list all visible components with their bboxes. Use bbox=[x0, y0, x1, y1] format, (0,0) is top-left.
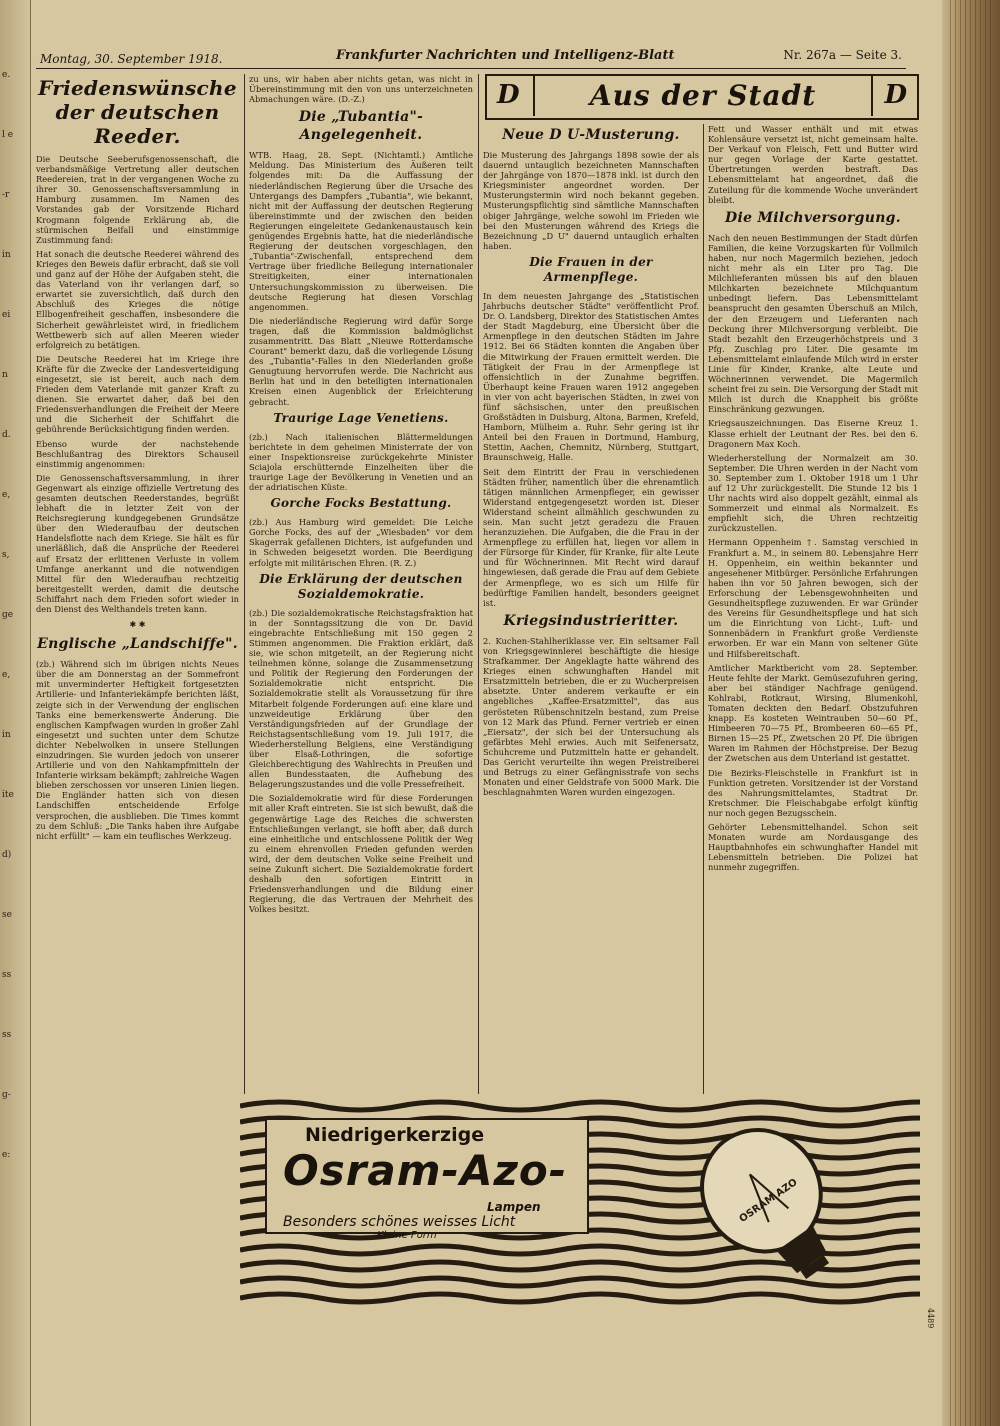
article-paragraph: Hat sonach die deutsche Reederei während des Krieges den Beweis dafür erbracht, daß sie voll und ganz auf der Höhe der Aufgaben steht, die das Vaterland von ihr verlangen darf, so erwartet sie zuversichtlich, daß durch den Abschluß des Krieges die nötige Ellbogenfreiheit geschaffen, insbesondere die Sicherheit gewährleistet wird, in friedlichem Wettbewerb sich auf allen Meeren wieder erfolgreich zu betätigen. bbox=[36, 248, 239, 350]
section-divider: ✱ ✱ bbox=[129, 620, 146, 630]
article-paragraph: (zb.) Während sich im übrigen nichts Neues über die am Donnerstag an der Sommefront mit unverminderter Heftigkeit fortgesetzten Artillerie- und Infanteriekämpfe berichten läßt, zeigte sich in der Verwendung der englischen Tanks eine bemerkenswerte Änderung. Die englischen Kampfwagen wurden in großer Zahl eingesetzt und suchten unter dem Schutze dichter Nebelwolken in unsere Stellungen einzudringen. Sie wurden jedoch von unserer Artillerie und von den Nahkampfmitteln der Infanterie wirksam bekämpft; zahlreiche Wagen blieben zerschossen vor unseren Linien liegen. Die Engländer hatten sich von diesen Landschiffen entscheidende Erfolge versprochen, die ausblieben. Die Times kommt zu dem Schluß: „Die Tanks haben ihre Aufgabe nicht erfüllt" — kam ein teuflisches Werkzeug. bbox=[36, 659, 239, 841]
edge-text-fragment: n bbox=[2, 370, 8, 380]
edge-text-fragment: in bbox=[2, 730, 11, 740]
headline-venetien: Traurige Lage Venetiens. bbox=[273, 410, 449, 425]
article-paragraph: WTB. Haag, 28. Sept. (Nichtamtl.) Amtliche Meldung. Das Ministerium des Äußeren teilt folgendes mit: Da die Auffassung der niederländischen Regierung über die Ursache des Untergangs des Dampfers „Tubantia", wie bekannt, nicht mit der Auffassung der deutschen Regierung übereinstimmte und der zwischen den beiden Regierungen eingeleitete Gedankenaustausch kein genügendes Ergebnis hatte, hat die niederländische Regierung der deutschen vorgeschlagen, den „Tubantia"-Zwischenfall, entsprechend dem Vertrage über friedliche Beilegung internationaler Streitigkeiten, einer internationalen Untersuchungskommission zu überweisen. Die deutsche Regierung hat diesen Vorschlag angenommen. bbox=[249, 150, 473, 312]
masthead: Frankfurter Nachrichten und Intelligenz-Blatt bbox=[336, 48, 675, 63]
article-paragraph: Die niederländische Regierung wird dafür Sorge tragen, daß die Kommission baldmöglichst zusammentritt. Das Blatt „Nieuwe Rotterdamsche Courant" bemerkt dazu, daß die vorliegende Lösung des „Tubantia"-Falles in den Niederlanden große Genugtuung hervorrufen werde. Die Nachricht aus Berlin hat und in den beteiligten internationalen Kreisen einen Augenblick der Erleichterung gebracht. bbox=[249, 315, 473, 407]
article-paragraph: Fett und Wasser enthält und mit etwas Kohlensäure versetzt ist, nicht gemeinsam halte. Der Verkauf von Fleisch, Fett und Butter wird nur gegen Vorlage der Karte gestattet. Übertretungen werden bestraft. Das Lebensmittelamt hat angeordnet, daß die Zuteilung für die kommende Woche unverändert bleibt. bbox=[708, 124, 918, 205]
previous-page-edge bbox=[0, 0, 31, 1426]
article-paragraph: (zb.) Nach italienischen Blättermeldungen berichtete in dem geheimen Ministerrate der von einer Inspektionsreise zurückgekehrte Minister Sciajola erschütternde Einzelheiten über die traurige Lage der Bevölkerung in Venetien und an der adriatischen Küste. bbox=[249, 431, 473, 493]
article-paragraph: Die Bezirks-Fleischstelle in Frankfurt ist in Funktion getreten. Vorsitzender ist der Vorstand des Nahrungsmittelamtes, Stadtrat Dr. Kretschmer. Die Fleischabgabe erfolgt künftig nur noch gegen Bezugsschein. bbox=[708, 767, 918, 818]
ornament-left: D bbox=[497, 80, 520, 110]
section-title: Aus der Stadt bbox=[589, 78, 817, 112]
column-4 bbox=[708, 124, 918, 876]
margin-code: 4489 bbox=[926, 1308, 935, 1329]
edge-text-fragment: ite bbox=[2, 790, 14, 800]
article-paragraph: Die Deutsche Seeberufsgenossenschaft, die verbandsmäßige Vertretung aller deutschen Reedereien, trat in der vergangenen Woche zu ihrer 30. Genossenschaftsversammlung in Hamburg zusammen. Im Namen des Vorstandes gab der Vorsitzende Richard Krogmann folgende Erklärung ab, die stürmischen Beifall und einstimmige Zustimmung fand: bbox=[36, 154, 239, 245]
headline-gorch-fock: Gorche Focks Bestattung. bbox=[270, 496, 452, 511]
edge-text-fragment: e. bbox=[2, 70, 11, 80]
ad-tagline: Niedrigerkerzige bbox=[305, 1124, 485, 1146]
article-paragraph: Die Musterung des Jahrgangs 1898 sowie der als dauernd untauglich bezeichneten Mannschaften der Jahrgänge von 1870—1878 inkl. ist durch den Kriegsminister angeordnet worden. Der Musterungstermin wird noch bekannt gegeben. Musterungspflichtig sind sämtliche Mannschaften obiger Jahrgänge, welche sowohl im Frieden wie bei den Musterungen während des Kriegs die Bezeichnung „D U" dauernd untauglich erhalten haben. bbox=[483, 150, 699, 251]
issue-date: Montag, 30. September 1918. bbox=[40, 52, 223, 66]
article-paragraph: Wiederherstellung der Normalzeit am 30. September. Die Uhren werden in der Nacht vom 30. September zum 1. Oktober 1918 um 1 Uhr auf 12 Uhr zurückgestellt. Die Stunde 12 bis 1 Uhr nachts wird also doppelt gezählt, einmal als Sommerzeit und einmal als Normalzeit. Es empfiehlt sich, die Uhren rechtzeitig zurückzustellen. bbox=[708, 452, 918, 534]
ad-slogan: Besonders schönes weisses Licht bbox=[283, 1214, 516, 1230]
column-rule bbox=[244, 74, 245, 1094]
binding-spine bbox=[942, 0, 1000, 1426]
edge-text-fragment: d) bbox=[2, 850, 12, 860]
edge-text-fragment: ss bbox=[2, 1030, 12, 1040]
article-paragraph: (zb.) Die sozialdemokratische Reichstagsfraktion hat in der Sonntagssitzung die von Dr. David eingebrachte Entschließung mit 150 gegen 2 Stimmen angenommen. Die Fraktion erklärt, daß sie, wie schon mitgeteilt, an der Regierung nicht teilnehmen könne, solange die Zusammensetzung und Politik der Regierung den Forderungen der Sozialdemokratie nicht entspricht. Die Sozialdemokratie stellt als Voraussetzung für ihre Mitarbeit folgende Forderungen auf: eine klare und unzweideutige Erklärung über den Verständigungsfrieden auf der Grundlage der Reichstagsentschließung vom 19. Juli 1917, die Wiederherstellung Belgiens, eine Verständigung über Elsaß-Lothringen, die sofortige Gleichberechtigung des Wahlrechts in Preußen und allen Bundesstaaten, die Aufhebung des Belagerungszustandes und die volle Pressefreiheit. bbox=[249, 607, 473, 790]
column-2 bbox=[249, 74, 473, 918]
ad-brand: Osram-Azo- bbox=[283, 1146, 568, 1195]
light-bulb-icon bbox=[670, 1108, 870, 1298]
article-paragraph: (zb.) Aus Hamburg wird gemeldet: Die Leiche Gorche Focks, des auf der „Wiesbaden" vor dem Skagerrak gefallenen Dichters, ist aufgefunden und in Schweden beigesetzt worden. Die Beerdigung erfolgte mit militärischen Ehren. (R. Z.) bbox=[249, 517, 473, 568]
article-paragraph: Die Deutsche Reederei hat im Kriege ihre Kräfte für die Zwecke der Landesverteidigung eingesetzt, sie ist bereit, auch nach dem Frieden dem Vaterlande mit ganzer Kraft zu dienen. Sie erwartet daher, daß bei den Friedensverhandlungen die Freiheit der Meere und die Sicherheit der Schiffahrt die gebührende Berücksichtigung finden werden. bbox=[36, 353, 239, 435]
article-paragraph: Die Genossenschaftsversammlung, in ihrer Gegenwart als einzige offizielle Vertretung des gesamten deutschen Reederstandes, begrüßt lebhaft die in letzter Zeit von der Reichsregierung kundgegebenen Grundsätze über den Wiederaufbau der deutschen Handelsflotte nach dem Kriege. Sie hält es für unerläßlich, daß die Ansprüche der Reederei auf Ersatz der erlittenen Verluste in vollem Umfange anerkannt und die notwendigen Mittel für den Wiederaufbau rechtzeitig bereitgestellt werden, damit die deutsche Schiffahrt nach dem Frieden sofort wieder in den Dienst des Welthandels treten kann. bbox=[36, 472, 239, 615]
headline-kriegsindustrieritter: Kriegsindustrieritter. bbox=[503, 612, 679, 629]
headline-sozialdemokratie: Die Erklärung der deutschen Sozialdemokratie. bbox=[259, 571, 463, 601]
column-rule bbox=[478, 74, 479, 1094]
article-paragraph: zu uns, wir haben aber nichts getan, was nicht in Übereinstimmung mit den von uns unterzeichneten Abmachungen wäre. (D.-Z.) bbox=[249, 74, 473, 105]
ad-subline: Kleine Form bbox=[377, 1230, 437, 1241]
article-paragraph: In dem neuesten Jahrgange des „Statistischen Jahrbuchs deutscher Städte" veröffentlicht Prof. Dr. O. Landsberg, Direktor des Statistischen Amtes der Stadt Magdeburg, eine Übersicht über die Armenpflege in den deutschen Städten im Jahre 1912. Bei 66 Städten konnten die Angaben über die Mitwirkung der Frauen ermittelt werden. Die Tätigkeit der Frau in der Armenpflege ist offensichtlich in der Zunahme begriffen. Überhaupt keine Frauen waren 1912 angegeben in vier von acht bayerischen Städten, in zwei von fünf sächsischen, unter den preußischen Großstädten in Duisburg, Altona, Barmen, Krefeld, Hamborn, Mülheim a. Ruhr. Sehr gering ist ihr Anteil bei den Frauen in Dortmund, Hamburg, Stettin, Aachen, Chemnitz, Nürnberg, Stuttgart, Braunschweig, Halle. bbox=[483, 290, 699, 463]
article-paragraph: Gehörter Lebensmittelhandel. Schon seit Monaten wurde am Nordausgange des Hauptbahnhofes ein schwunghafter Handel mit Lebensmitteln betrieben. Die Polizei hat nunmehr zugegriffen. bbox=[708, 822, 918, 873]
section-header-aus-der-stadt bbox=[485, 74, 919, 120]
edge-text-fragment: e, bbox=[2, 490, 11, 500]
edge-text-fragment: d. bbox=[2, 430, 11, 440]
headline-milchversorgung: Die Milchversorgung. bbox=[725, 209, 901, 226]
edge-text-fragment: l e bbox=[2, 130, 14, 140]
edge-text-fragment: ge bbox=[2, 610, 14, 620]
edge-text-fragment: in bbox=[2, 250, 11, 260]
edge-text-fragment: ss bbox=[2, 970, 12, 980]
edge-text-fragment: e, bbox=[2, 670, 11, 680]
article-paragraph: Die Sozialdemokratie wird für diese Forderungen mit aller Kraft eintreten. Sie ist sich bewußt, daß die gegenwärtige Lage des Reiches die schwersten Entschließungen verlangt, sie hofft aber, daß durch eine einheitliche und entschlossene Politik der Weg zu einem ehrenvollen Frieden gefunden werden wird, der dem deutschen Volke seine Freiheit und seine Zukunft sichert. Die Sozialdemokratie fordert deshalb den sofortigen Eintritt in Friedensverhandlungen und die Bildung einer Regierung, die das Vertrauen der Mehrheit des Volkes besitzt. bbox=[249, 793, 473, 915]
article-paragraph: Kriegsauszeichnungen. Das Eiserne Kreuz 1. Klasse erhielt der Leutnant der Res. bei den 6. Dragonern Max Koch. bbox=[708, 418, 918, 449]
edge-text-fragment: -r bbox=[2, 190, 10, 200]
column-1 bbox=[36, 74, 239, 845]
ad-product: Lampen bbox=[487, 1200, 541, 1214]
column-3 bbox=[483, 124, 699, 801]
page-header bbox=[36, 42, 906, 69]
headline-reeder: Friedenswünsche der deutschen Reeder. bbox=[38, 76, 237, 148]
edge-text-fragment: ei bbox=[2, 310, 11, 320]
column-rule bbox=[703, 124, 704, 1094]
article-paragraph: Amtlicher Marktbericht vom 28. September. Heute fehlte der Markt. Gemüsezufuhren gering, aber bei ständiger Nachfrage genügend. Kohlrabi, Rotkraut, Wirsing, Blumenkohl, Tomaten deckten den Bedarf. Obstzufuhren knapp. Es kosteten Weintrauben 50—60 Pf., Himbeeren 70—75 Pf., Brombeeren 60—65 Pf., Birnen 15—25 Pf., Zwetschen 20 Pf. Die übrigen Waren im Rahmen der Höchstpreise. Der Bezug der Zwetschen aus dem Unterland ist gestattet. bbox=[708, 662, 918, 764]
article-paragraph: Ebenso wurde der nachstehende Beschlußantrag des Direktors Schauseil einstimmig angenommen: bbox=[36, 438, 239, 469]
osram-advertisement bbox=[240, 1098, 920, 1306]
headline-frauen-armenpflege: Die Frauen in der Armenpflege. bbox=[529, 254, 653, 284]
edge-text-fragment: e: bbox=[2, 1150, 11, 1160]
headline-landschiffe: Englische „Landschiffe". bbox=[37, 636, 238, 653]
edge-text-fragment: g- bbox=[2, 1090, 11, 1100]
ad-text-panel bbox=[265, 1118, 589, 1241]
edge-text-fragment: s, bbox=[2, 550, 10, 560]
article-paragraph: Nach den neuen Bestimmungen der Stadt dürfen Familien, die keine Vorzugskarten für Vollmilch haben, nur noch Magermilch beziehen, jedoch nicht mehr als ein Liter pro Tag. Die Milchlieferanten müssen bis auf den blauen Milchkarten bezeichnete Milchquantum unbedingt liefern. Das Lebensmittelamt beansprucht den gesamten Überschuß an Milch, der den Erzeugern und Lieferanten nach Deckung ihrer Milchversorgung verbleibt. Die Stadt bezahlt den Erzeugerhöchstpreis und 3 Pfg. Zuschlag pro Liter. Die gesamte im Lebensmittelamt einlaufende Milch wird in erster Linie für Kinder, Kranke, alte Leute und Wöchnerinnen verwendet. Die Magermilch scheint frei zu sein. Die Versorgung der Stadt mit Milch ist durch die Knappheit bis größte Einschränkung gezwungen. bbox=[708, 232, 918, 415]
article-paragraph: Hermann Oppenheim †. Samstag verschied in Frankfurt a. M., in seinem 80. Lebensjahre Herr H. Oppenheim, ein weithin bekannter und angesehener Mitbürger. Persönliche Erfahrungen haben ihn vor 50 Jahren bewogen, sich der Erforschung der Lebensgewohnheiten und Gesundheitspflege zuzuwenden. Er war Gründer des Vereins für Gesundheitspflege und hat sich um die Einrichtung von Licht-, Luft- und Sonnenbädern in Frankfurt große Verdienste erworben. Er war ein Mann von seltener Güte und Hilfsbereitschaft. bbox=[708, 537, 918, 659]
edge-text-fragment: se bbox=[2, 910, 12, 920]
ornament-right: D bbox=[884, 80, 907, 110]
page-number: Nr. 267a — Seite 3. bbox=[783, 48, 902, 62]
headline-du-musterung: Neue D U-Musterung. bbox=[502, 127, 680, 143]
bulb-label: OSRAM AZO bbox=[737, 1176, 800, 1225]
article-paragraph: Seit dem Eintritt der Frau in verschiedenen Städten früher, namentlich über die ehrenamtlich tätigen männlichen Armenpfleger, ein gewisser Widerstand entgegengesetzt worden ist. Dieser Widerstand scheint allmählich geschwunden zu sein. Man sucht jetzt geradezu die Frauen heranzuziehen. Die Aufgaben, die die Frau in der Armenpflege zu erfüllen hat, liegen vor allem in der Fürsorge für Kinder, für Kranke, für alte Leute und für Wöchnerinnen. Mit Recht wird darauf hingewiesen, daß gerade die Frau auf dem Gebiete der Armenpflege, wo es sich um Hilfe für bedürftige Familien handelt, besonders geeignet ist. bbox=[483, 466, 699, 608]
article-paragraph: 2. Kuchen-Stahlheriklasse ver. Ein seltsamer Fall von Kriegsgewinnlerei beschäftigte die hiesige Strafkammer. Der Angeklagte hatte während des Krieges einen schwunghaften Handel mit Ersatzmitteln betrieben, die er zu Wucherpreisen absetzte. Unter anderem verkaufte er ein angebliches „Kaffee-Ersatzmittel", das aus gerösteten Rübenschnitzeln bestand, zum Preise von 12 Mark das Pfund. Ferner vertrieb er einen „Eiersatz", der sich bei der Untersuchung als gefärbtes Mehl erwies. Auch mit Seifenersatz, Schuhcreme und Putzmitteln hatte er gehandelt. Das Gericht verurteilte ihn wegen Preistreiberei und Betrugs zu einer Gefängnisstrafe von sechs Monaten und einer Geldstrafe von 5000 Mark. Die beschlagnahmten Waren wurden eingezogen. bbox=[483, 635, 699, 798]
headline-tubantia: Die „Tubantia"-Angelegenheit. bbox=[298, 109, 424, 144]
